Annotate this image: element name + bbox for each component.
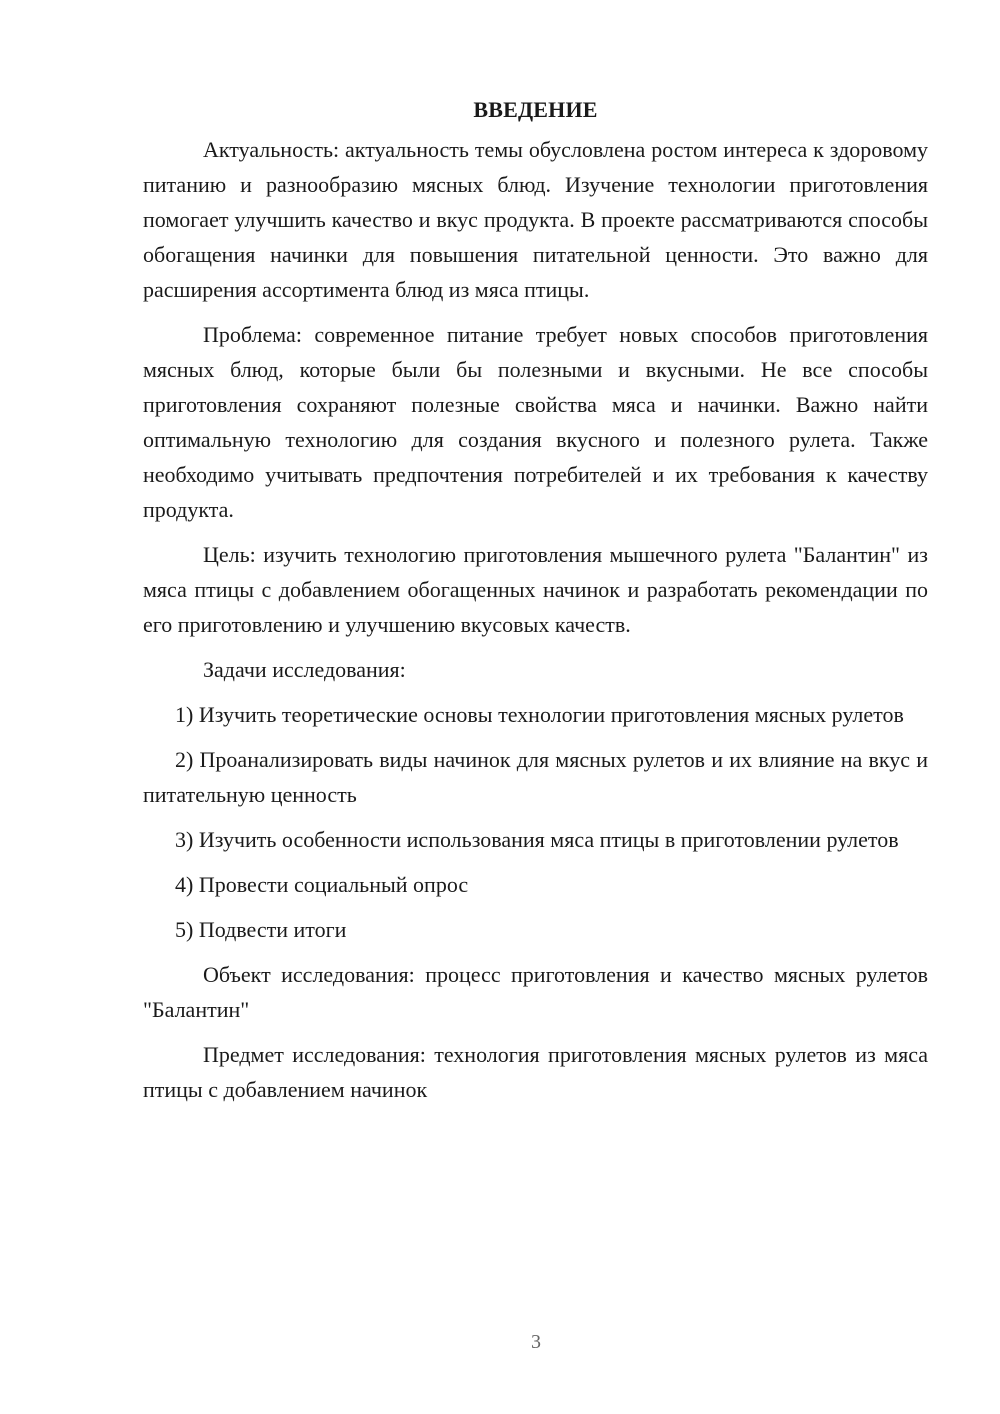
document-page [143, 92, 928, 1117]
list-item-task-2: 2) Проанализировать виды начинок для мясных рулетов и их влияние на вкус и питательную ценность [143, 747, 928, 807]
page-title: ВВЕДЕНИЕ [473, 97, 598, 122]
paragraph-object: Объект исследования: процесс приготовления и качество мясных рулетов "Балантин" [143, 962, 928, 1022]
paragraph-tasks-heading: Задачи исследования: [203, 657, 406, 682]
paragraph-relevance: Актуальность: актуальность темы обусловлена ростом интереса к здоровому питанию и разнообразию мясных блюд. Изучение технологии приготовления помогает улучшить качество и вкус продукта. В проекте рассматриваются способы обогащения начинки для повышения питательной ценности. Это важно для расширения ассортимента блюд из мяса птицы. [143, 137, 928, 302]
paragraph-problem: Проблема: современное питание требует новых способов приготовления мясных блюд, которые были бы полезными и вкусными. Не все способы приготовления сохраняют полезные свойства мяса и начинки. Важно найти оптимальную технологию для создания вкусного и полезного рулета. Также необходимо учитывать предпочтения потребителей и их требования к качеству продукта. [143, 322, 928, 522]
paragraph-goal: Цель: изучить технологию приготовления мышечного рулета "Балантин" из мяса птицы с добавлением обогащенных начинок и разработать рекомендации по его приготовлению и улучшению вкусовых качеств. [143, 542, 928, 637]
list-item-task-3: 3) Изучить особенности использования мяса птицы в приготовлении рулетов [175, 827, 899, 852]
list-item-task-4: 4) Провести социальный опрос [175, 872, 469, 897]
list-item-task-5: 5) Подвести итоги [175, 917, 347, 942]
page-number: 3 [531, 1331, 541, 1353]
paragraph-subject: Предмет исследования: технология приготовления мясных рулетов из мяса птицы с добавлением начинок [143, 1042, 928, 1102]
list-item-task-1: 1) Изучить теоретические основы технологии приготовления мясных рулетов [175, 702, 904, 727]
